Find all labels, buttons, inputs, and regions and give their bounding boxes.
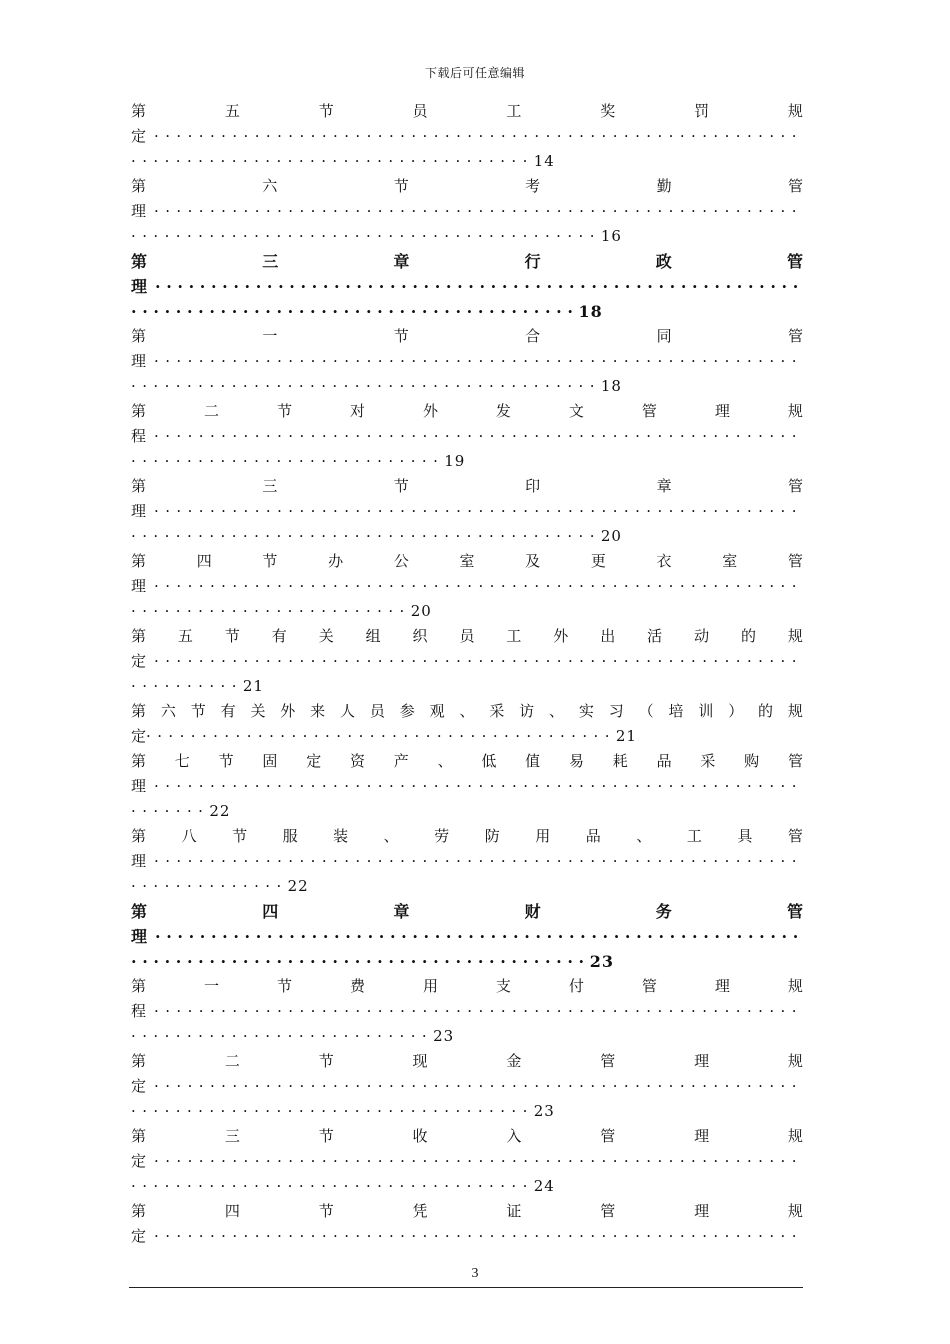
leader-dots: · · · · · · · · · · · · · · · · · · · · · · · · · · · · · · · · · · · · · · · · · · · · · · · · · · · · · · · · · ·	[154, 577, 797, 595]
toc-entry-title-line: 第 一 节 合 同 管	[131, 327, 803, 345]
toc-page-number: 22	[209, 802, 231, 820]
toc-page-number: 21	[242, 677, 264, 695]
toc-section-entry[interactable]: 第 一 节 合 同 管 理 · · · · · · · · · · · · · · · · · · · · · · · · · · · · · · · · · · · · · · · · · · · · · · · · · · · · · · · · · · · · · · · · · · · · · · · · · · · · · · · · · · · · · · · · · · · · · · · · · · · · 18	[131, 324, 803, 399]
leader-dots: · · · · · · · · · · · · · · · · · · · · · · · · · · · · · · · · · · · · · · · ·	[131, 302, 573, 321]
leader-dots: · · · · · · · · · · · · · · · · · · · · · · · · · · · · · · · · · · · · · · · · · · · · · · · · · · · · · · · · · ·	[154, 202, 797, 220]
leader-dots: · · · · · · · · · · · · · · · · · · · · · · · · · · · · · · · · · · · · · · · · · · · · · · · · · · · · · · · · · ·	[154, 852, 797, 870]
toc-section-entry[interactable]: 第 六 节 有 关 外 来 人 员 参 观 、 采 访 、 实 习 （ 培 训 ） 的 规 定· · · · · · · · · · · · · · · · · · · · · · · · · · · · · · · · · · · · · · · · · · 21	[131, 699, 803, 749]
leader-dots: · · · · · · · · · ·	[131, 677, 237, 695]
toc-page-number: 20	[600, 527, 622, 545]
toc-section-entry[interactable]: 第 一 节 费 用 支 付 管 理 规 程 · · · · · · · · · · · · · · · · · · · · · · · · · · · · · · · · · · · · · · · · · · · · · · · · · · · · · · · · · · · · · · · · · · · · · · · · · · · · · · · · · · · · · 23	[131, 974, 803, 1049]
leader-dots: · · · · · · · · · · · · · · · · · · · · · · · · · · · · · · · · · · · · · · · · · · · · · · · · · · · · · · · · · ·	[154, 1227, 797, 1245]
toc-page-number: 16	[600, 227, 622, 245]
toc-entry-title-line: 第 四 章 财 务 管	[131, 902, 803, 921]
toc-section-entry[interactable]: 第 六 节 考 勤 管 理 · · · · · · · · · · · · · · · · · · · · · · · · · · · · · · · · · · · · · · · · · · · · · · · · · · · · · · · · · · · · · · · · · · · · · · · · · · · · · · · · · · · · · · · · · · · · · · · · · · · · 16	[131, 174, 803, 249]
toc-section-entry[interactable]: 第 四 节 办 公 室 及 更 衣 室 管 理 · · · · · · · · · · · · · · · · · · · · · · · · · · · · · · · · · · · · · · · · · · · · · · · · · · · · · · · · · · · · · · · · · · · · · · · · · · · · · · · · · · · 20	[131, 549, 803, 624]
toc-page-number: 21	[615, 727, 637, 745]
leader-dots: · · · · · · · · · · · · · · · · · · · · · · · · · · · · · · · · · · · · · · · · · · · · · · · · · · · · · · · · · ·	[154, 652, 797, 670]
leader-dots: · · · · · · · · · · · · · · · · · · · · · · · · · · · · · · · · · · · · · · · · · · · · · · · · · · · · · · · · · ·	[154, 1077, 797, 1095]
toc-entry-title-line: 第 三 章 行 政 管	[131, 252, 803, 271]
toc-section-entry[interactable]: 第 二 节 现 金 管 理 规 定 · · · · · · · · · · · · · · · · · · · · · · · · · · · · · · · · · · · · · · · · · · · · · · · · · · · · · · · · · · · · · · · · · · · · · · · · · · · · · · · · · · · · · · · · · · · · · · 23	[131, 1049, 803, 1124]
toc-entry-title-line: 第 八 节 服 装 、 劳 防 用 品 、 工 具 管	[131, 827, 803, 845]
leader-dots: · · · · · · ·	[131, 802, 203, 820]
toc-entry-title-line: 第 四 节 凭 证 管 理 规	[131, 1202, 803, 1220]
leader-dots: · · · · · · · · · · · · · · · · · · · · · · · · · · · · · · · · · · · · · · · · · · · · · · · · · · · · · · · · · ·	[154, 777, 797, 795]
toc-page-number: 23	[533, 1102, 555, 1120]
toc-section-entry[interactable]: 第 三 节 收 入 管 理 规 定 · · · · · · · · · · · · · · · · · · · · · · · · · · · · · · · · · · · · · · · · · · · · · · · · · · · · · · · · · · · · · · · · · · · · · · · · · · · · · · · · · · · · · · · · · · · · · · 24	[131, 1124, 803, 1199]
leader-dots: · · · · · · · · · · · · · ·	[131, 877, 282, 895]
toc-entry-title-line: 第 二 节 对 外 发 文 管 理 规	[131, 402, 803, 420]
leader-dots: · · · · · · · · · · · · · · · · · · · · · · · · · · · · · · · · · · · · · · · · · ·	[146, 727, 610, 745]
leader-dots: · · · · · · · · · · · · · · · · · · · · · · · · · · · ·	[131, 452, 438, 470]
leader-dots: · · · · · · · · · · · · · · · · · · · · · · · · · · · · · · · · · · · · · · · · · · · · · · · · · · · · · · · · · ·	[154, 427, 797, 445]
toc-page-number: 24	[533, 1177, 555, 1195]
toc-entry-title-line: 第 六 节 考 勤 管	[131, 177, 803, 195]
leader-dots: · · · · · · · · · · · · · · · · · · · · · · · · · · · · · · · · · · · · · · · · · ·	[131, 227, 595, 245]
toc-section-entry[interactable]: 第 五 节 有 关 组 织 员 工 外 出 活 动 的 规 定 · · · · · · · · · · · · · · · · · · · · · · · · · · · · · · · · · · · · · · · · · · · · · · · · · · · · · · · · · · · · · · · · · · · · 21	[131, 624, 803, 699]
leader-dots: · · · · · · · · · · · · · · · · · · · · · · · · · · · · · · · · · · · · · · · · · ·	[131, 377, 595, 395]
toc-section-entry[interactable]: 第 八 节 服 装 、 劳 防 用 品 、 工 具 管 理 · · · · · · · · · · · · · · · · · · · · · · · · · · · · · · · · · · · · · · · · · · · · · · · · · · · · · · · · · · · · · · · · · · · · · · · · 22	[131, 824, 803, 899]
toc-entry-title-line: 第 五 节 有 关 组 织 员 工 外 出 活 动 的 规	[131, 627, 803, 645]
toc-page-number: 20	[410, 602, 432, 620]
toc-page-number: 23	[433, 1027, 455, 1045]
toc-section-entry[interactable]: 第 三 节 印 章 管 理 · · · · · · · · · · · · · · · · · · · · · · · · · · · · · · · · · · · · · · · · · · · · · · · · · · · · · · · · · · · · · · · · · · · · · · · · · · · · · · · · · · · · · · · · · · · · · · · · · · · · 20	[131, 474, 803, 549]
toc-page-number: 14	[533, 152, 555, 170]
leader-dots: · · · · · · · · · · · · · · · · · · · · · · · · · · · · · · · · · · · · · · · · · · · · · · · · · · · · · · · · · ·	[154, 352, 797, 370]
leader-dots: · · · · · · · · · · · · · · · · · · · · · · · · · · · · · · · · · · · ·	[131, 152, 528, 170]
leader-dots: · · · · · · · · · · · · · · · · · · · · · · · · · · · · · · · · · · · ·	[131, 1177, 528, 1195]
leader-dots: · · · · · · · · · · · · · · · · · · · · · · · · · · · · · · · · · · · · · · · · · · · · · · · · · · · · · · · · · ·	[154, 1002, 797, 1020]
toc-page-number: 23	[589, 952, 614, 971]
toc-entry-title-line: 第 一 节 费 用 支 付 管 理 规	[131, 977, 803, 995]
leader-dots: · · · · · · · · · · · · · · · · · · · · · · · · · · ·	[131, 1027, 427, 1045]
toc-chapter-entry[interactable]: 第 三 章 行 政 管 理 · · · · · · · · · · · · · · · · · · · · · · · · · · · · · · · · · · · · · · · · · · · · · · · · · · · · · · · · · · · · · · · · · · · · · · · · · · · · · · · · · · · · · · · · · · · · · · · · · · 18	[131, 249, 803, 324]
toc-page-number: 22	[287, 877, 309, 895]
leader-dots: · · · · · · · · · · · · · · · · · · · · · · · · ·	[131, 602, 405, 620]
toc-entry-title-line: 第 六 节 有 关 外 来 人 员 参 观 、 采 访 、 实 习 （ 培 训 ） 的 规	[131, 702, 803, 720]
toc-section-entry[interactable]: 第 四 节 凭 证 管 理 规 定 · · · · · · · · · · · · · · · · · · · · · · · · · · · · · · · · · · · · · · · · · · · · · · · · · · · · · · · · · ·	[131, 1199, 803, 1249]
leader-dots: · · · · · · · · · · · · · · · · · · · · · · · · · · · · · · · · · · · · · · · · · ·	[131, 527, 595, 545]
toc-entry-title-line: 第 三 节 印 章 管	[131, 477, 803, 495]
toc-chapter-entry[interactable]: 第 四 章 财 务 管 理 · · · · · · · · · · · · · · · · · · · · · · · · · · · · · · · · · · · · · · · · · · · · · · · · · · · · · · · · · · · · · · · · · · · · · · · · · · · · · · · · · · · · · · · · · · · · · · · · · · · 23	[131, 899, 803, 974]
toc-entry-title-line: 第 三 节 收 入 管 理 规	[131, 1127, 803, 1145]
toc-entry-title-line: 第 四 节 办 公 室 及 更 衣 室 管	[131, 552, 803, 570]
leader-dots: · · · · · · · · · · · · · · · · · · · · · · · · · · · · · · · · · · · · · · · · · · · · · · · · · · · · · · · · · ·	[155, 277, 799, 296]
page-header: 下载后可任意编辑	[424, 66, 525, 80]
leader-dots: · · · · · · · · · · · · · · · · · · · · · · · · · · · · · · · · · · · · · · · · · · · · · · · · · · · · · · · · · ·	[154, 502, 797, 520]
footer-rule	[129, 1287, 803, 1288]
toc-page-number: 19	[444, 452, 466, 470]
toc-entry-title-line: 第 七 节 固 定 资 产 、 低 值 易 耗 品 采 购 管	[131, 752, 803, 770]
leader-dots: · · · · · · · · · · · · · · · · · · · · · · · · · · · · · · · · · · · · · · · · ·	[131, 952, 585, 971]
page-number: 3	[471, 1266, 479, 1281]
table-of-contents	[131, 99, 803, 1249]
leader-dots: · · · · · · · · · · · · · · · · · · · · · · · · · · · · · · · · · · · · · · · · · · · · · · · · · · · · · · · · · ·	[154, 127, 797, 145]
leader-dots: · · · · · · · · · · · · · · · · · · · · · · · · · · · · · · · · · · · ·	[131, 1102, 528, 1120]
leader-dots: · · · · · · · · · · · · · · · · · · · · · · · · · · · · · · · · · · · · · · · · · · · · · · · · · · · · · · · · · ·	[155, 927, 799, 946]
toc-page-number: 18	[600, 377, 622, 395]
leader-dots: · · · · · · · · · · · · · · · · · · · · · · · · · · · · · · · · · · · · · · · · · · · · · · · · · · · · · · · · · ·	[154, 1152, 797, 1170]
toc-entry-title-line: 第 五 节 员 工 奖 罚 规	[131, 102, 803, 120]
toc-page-number: 18	[578, 302, 603, 321]
toc-section-entry[interactable]: 第 二 节 对 外 发 文 管 理 规 程 · · · · · · · · · · · · · · · · · · · · · · · · · · · · · · · · · · · · · · · · · · · · · · · · · · · · · · · · · · · · · · · · · · · · · · · · · · · · · · · · · · · · · · 19	[131, 399, 803, 474]
toc-entry-title-line: 第 二 节 现 金 管 理 规	[131, 1052, 803, 1070]
toc-section-entry[interactable]: 第 五 节 员 工 奖 罚 规 定 · · · · · · · · · · · · · · · · · · · · · · · · · · · · · · · · · · · · · · · · · · · · · · · · · · · · · · · · · · · · · · · · · · · · · · · · · · · · · · · · · · · · · · · · · · · · · · 14	[131, 99, 803, 174]
toc-section-entry[interactable]: 第 七 节 固 定 资 产 、 低 值 易 耗 品 采 购 管 理 · · · · · · · · · · · · · · · · · · · · · · · · · · · · · · · · · · · · · · · · · · · · · · · · · · · · · · · · · · · · · · · · · 22	[131, 749, 803, 824]
